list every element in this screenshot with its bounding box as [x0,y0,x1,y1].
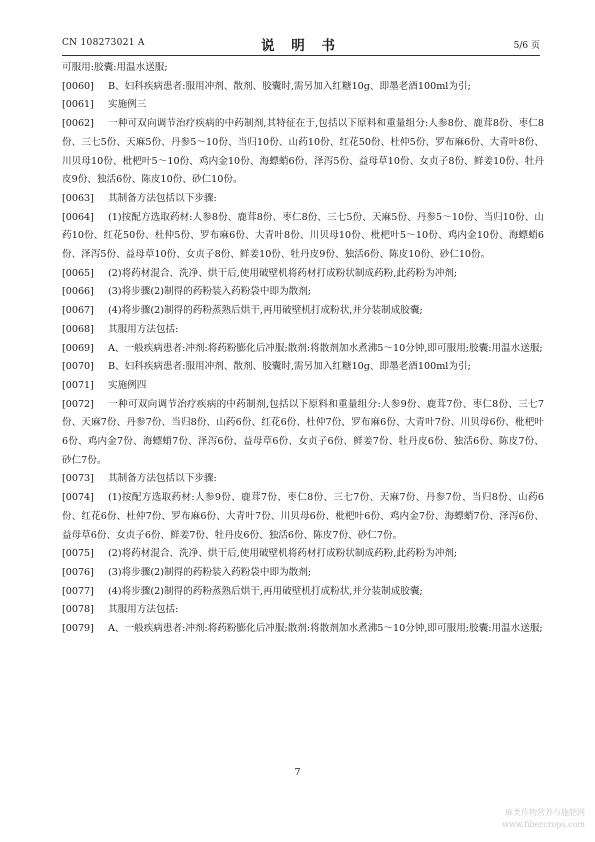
paragraph-number: [0065] [62,267,94,279]
paragraph-text: (4)将步骤(2)制得的药粉蒸熟后烘干,再用破壁机打成粉状,并分装制成胶囊; [108,585,423,597]
paragraph [62,209,544,265]
paragraph [62,545,544,564]
paragraph-text: (1)按配方选取药材:人参9份、鹿茸7份、枣仁8份、三七7份、天麻7份、丹参7份、当归8份、山药6份、红花6份、杜仲7份、罗布麻6份、大青叶7份、川贝母6份、枇杷叶6份、鸡内金7份、海螵蛸7份、泽泻6份、益母草6份、女贞子6份、鲜姜7份、牡丹皮6份、独活6份、陈皮7份、砂仁7份。 [62,492,544,541]
document-body [62,59,544,639]
paragraph-text: 实施例四 [108,379,147,391]
paragraph-number: [0066] [62,286,94,298]
paragraph [62,489,544,545]
section-title: 说 明 书 [261,38,341,54]
paragraph-text: B、妇科疾病患者:服用冲剂、散剂、胶囊时,需另加入红糖10g、即墨老酒100ml为引; [108,361,471,373]
paragraph [62,265,544,284]
paragraph-number: [0077] [62,585,94,597]
paragraph [62,396,544,471]
paragraph-number: [0076] [62,566,94,578]
paragraph-number: [0075] [62,548,94,560]
paragraph-text: (3)将步骤(2)制得的药粉装入药粉袋中即为散剂; [108,566,312,578]
paragraph [62,190,544,209]
page-number: 7 [294,767,301,778]
paragraph-text: 其服用方法包括: [108,323,179,335]
page-header [62,36,540,52]
paragraph-number: [0073] [62,473,94,485]
paragraph-number: [0079] [62,623,94,635]
paragraph-number: [0068] [62,323,94,335]
paragraph [62,78,544,97]
paragraph [62,377,544,396]
paragraph-text: (2)将药材混合、洗净、烘干后,使用破壁机将药材打成粉状制成药粉,此药粉为冲剂; [108,548,458,560]
paragraph [62,583,544,602]
paragraph-number: [0064] [62,211,94,223]
paragraph [62,620,544,639]
patent-number: CN 108273021 A [62,38,145,48]
paragraph-text: 其服用方法包括: [108,604,179,616]
paragraph [62,115,544,190]
paragraph [62,470,544,489]
paragraph-number: [0072] [62,398,94,410]
header-rule [62,55,540,56]
paragraph-number: [0078] [62,604,94,616]
paragraph [62,601,544,620]
paragraph-text: 一种可双向调节治疗疾病的中药制剂,包括以下原料和重量组分:人参9份、鹿茸7份、枣仁8份、三七7份、天麻7份、丹参7份、当归8份、山药6份、红花6份、杜仲7份、罗布麻6份、大青叶7份、川贝母6份、枇杷叶6份、鸡内金7份、海螵蛸7份、泽泻6份、益母草6份、女贞子6份、鲜姜7份、牡丹皮6份、独活6份、陈皮7份、砂仁7份。 [62,398,544,466]
watermark [502,807,585,831]
paragraph-text: 其制备方法包括以下步骤: [108,473,217,485]
paragraph-text: A、一般疾病患者:冲剂:将药粉膨化后冲服;散剂:将散剂加水煮沸5～10分钟,即可服用;胶囊:用温水送服; [108,342,543,354]
paragraph-text: (2)将药材混合、洗净、烘干后,使用破壁机将药材打成粉状制成药粉,此药粉为冲剂; [108,267,458,279]
paragraph-number: [0063] [62,192,94,204]
paragraph-number: [0070] [62,361,94,373]
paragraph-number: [0074] [62,492,94,504]
paragraph-number: [0062] [62,118,94,130]
paragraph-text: 可服用:胶囊:用温水送服; [62,62,168,73]
paragraph-number: [0071] [62,379,94,391]
paragraph [62,59,544,78]
paragraph-text: (4)将步骤(2)制得的药粉蒸熟后烘干,再用破壁机打成粉状,并分装制成胶囊; [108,305,423,317]
paragraph [62,283,544,302]
paragraph-text: (1)按配方选取药材:人参8份、鹿茸8份、枣仁8份、三七5份、天麻5份、丹参5～10份、当归10份、山药10份、红花50份、杜仲5份、罗布麻6份、大青叶8份、川贝母10份、枇杷叶5～10份、鸡内金10份、海螵蛸6份、泽泻5份、益母草10份、女贞子8份、鲜姜10份、牡丹皮9份、独活6份、陈皮10份、砂仁10份。 [62,211,544,261]
paragraph [62,564,544,583]
watermark-name: 麻类作物营养与施肥网 [505,808,585,817]
paragraph-text: A、一般疾病患者:冲剂:将药粉膨化后冲服;散剂:将散剂加水煮沸5～10分钟,即可服用;胶囊:用温水送服; [108,623,543,635]
paragraph-text: 其制备方法包括以下步骤: [108,192,217,204]
paragraph-number: [0061] [62,99,94,111]
paragraph-number: [0067] [62,305,94,317]
watermark-url: www.fibercrops.com [502,820,585,829]
paragraph [62,302,544,321]
paragraph [62,96,544,115]
paragraph-text: B、妇科疾病患者:服用冲剂、散剂、胶囊时,需另加入红糖10g、即墨老酒100ml为引; [108,80,471,92]
paragraph [62,358,544,377]
paragraph-text: 实施例三 [108,99,147,111]
paragraph-number: [0069] [62,342,94,354]
paragraph-text: (3)将步骤(2)制得的药粉装入药粉袋中即为散剂; [108,286,312,298]
paragraph [62,321,544,340]
page-counter: 5/6 页 [513,41,540,51]
paragraph-number: [0060] [62,80,94,92]
paragraph [62,340,544,359]
paragraph-text: 一种可双向调节治疗疾病的中药制剂,其特征在于,包括以下原料和重量组分:人参8份、鹿茸8份、枣仁8份、三七5份、天麻5份、丹参5～10份、当归10份、山药10份、红花50份、杜仲5份、罗布麻6份、大青叶8份、川贝母10份、枇杷叶5～10份、鸡内金10份、海螵蛸6份、泽泻5份、益母草10份、女贞子8份、鲜姜10份、牡丹皮9份、独活6份、陈皮10份、砂仁10份。 [62,118,544,186]
